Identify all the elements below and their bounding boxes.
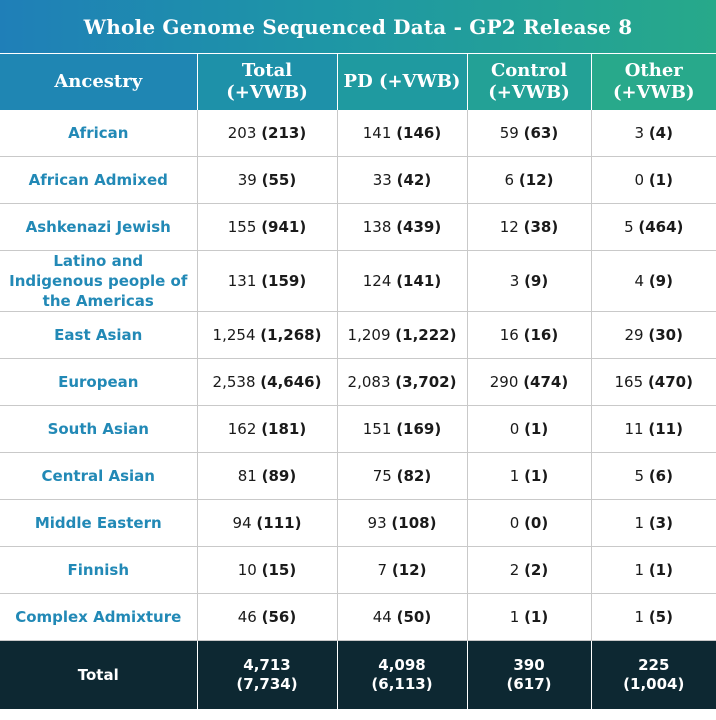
ancestry-label: European [0, 359, 197, 406]
table-row [0, 500, 716, 547]
vwb-count-value: (30) [648, 326, 683, 344]
count-value: 155 [227, 218, 257, 236]
count-cell [337, 110, 467, 157]
count-cell [591, 500, 716, 547]
vwb-count-value: (82) [396, 467, 432, 485]
count-cell [337, 312, 467, 359]
header-control: Control (+VWB) [467, 54, 591, 110]
count-cell [467, 110, 591, 157]
ancestry-label: Ashkenazi Jewish [0, 204, 197, 251]
table-row [0, 594, 716, 641]
total-vwb-value: (1,004) [623, 675, 685, 693]
count-cell [591, 110, 716, 157]
count-cell [337, 406, 467, 453]
total-row [0, 641, 716, 710]
total-value: 4,098 [378, 656, 426, 674]
count-value: 162 [227, 420, 257, 438]
count-cell [467, 204, 591, 251]
vwb-count-value: (1) [524, 608, 549, 626]
count-cell [467, 500, 591, 547]
vwb-count-value: (181) [261, 420, 307, 438]
ancestry-table [0, 54, 716, 709]
count-value: 5 [634, 467, 645, 485]
count-value: 151 [362, 420, 392, 438]
count-cell [591, 312, 716, 359]
count-value: 141 [362, 124, 392, 142]
vwb-count-value: (159) [261, 272, 307, 290]
count-cell [197, 251, 337, 312]
count-cell [591, 406, 716, 453]
count-cell [467, 594, 591, 641]
ancestry-label: South Asian [0, 406, 197, 453]
count-value: 1 [634, 514, 645, 532]
vwb-count-value: (1,222) [395, 326, 457, 344]
vwb-count-value: (141) [396, 272, 442, 290]
count-cell [197, 500, 337, 547]
count-value: 44 [372, 608, 392, 626]
total-value: 4,713 [243, 656, 291, 674]
count-cell [337, 157, 467, 204]
vwb-count-value: (1) [524, 467, 549, 485]
vwb-count-value: (108) [391, 514, 437, 532]
vwb-count-value: (0) [524, 514, 549, 532]
vwb-count-value: (42) [396, 171, 432, 189]
vwb-count-value: (439) [396, 218, 442, 236]
vwb-count-value: (56) [261, 608, 297, 626]
count-value: 0 [509, 514, 520, 532]
count-value: 1 [634, 561, 645, 579]
count-cell [467, 453, 591, 500]
count-value: 6 [504, 171, 515, 189]
count-cell [337, 594, 467, 641]
ancestry-label: East Asian [0, 312, 197, 359]
vwb-count-value: (6) [648, 467, 673, 485]
total-vwb-value: (617) [506, 675, 552, 693]
vwb-count-value: (169) [396, 420, 442, 438]
vwb-count-value: (3) [648, 514, 673, 532]
count-value: 16 [499, 326, 519, 344]
count-value: 131 [227, 272, 257, 290]
count-value: 59 [499, 124, 519, 142]
total-cell [197, 641, 337, 710]
count-cell [591, 359, 716, 406]
count-cell [591, 157, 716, 204]
vwb-count-value: (15) [261, 561, 297, 579]
table-row [0, 406, 716, 453]
count-value: 11 [624, 420, 644, 438]
table-row [0, 157, 716, 204]
count-cell [197, 594, 337, 641]
vwb-count-value: (470) [647, 373, 693, 391]
count-value: 7 [377, 561, 388, 579]
count-value: 4 [634, 272, 645, 290]
count-cell [197, 312, 337, 359]
vwb-count-value: (38) [523, 218, 559, 236]
total-vwb-value: (7,734) [236, 675, 298, 693]
vwb-count-value: (3,702) [395, 373, 457, 391]
vwb-count-value: (1) [524, 420, 549, 438]
vwb-count-value: (89) [261, 467, 297, 485]
count-value: 2 [509, 561, 520, 579]
vwb-count-value: (464) [638, 218, 684, 236]
vwb-count-value: (63) [523, 124, 559, 142]
count-value: 94 [232, 514, 252, 532]
count-cell [337, 547, 467, 594]
vwb-count-value: (55) [261, 171, 297, 189]
header-total: Total (+VWB) [197, 54, 337, 110]
count-value: 1 [509, 467, 520, 485]
count-value: 46 [237, 608, 257, 626]
count-cell [591, 204, 716, 251]
table-row [0, 251, 716, 312]
vwb-count-value: (146) [396, 124, 442, 142]
vwb-count-value: (11) [648, 420, 683, 438]
count-cell [197, 359, 337, 406]
vwb-count-value: (9) [648, 272, 673, 290]
total-vwb-value: (6,113) [371, 675, 433, 693]
table-row [0, 453, 716, 500]
header-row [0, 54, 716, 110]
vwb-count-value: (2) [524, 561, 549, 579]
header-other: Other (+VWB) [591, 54, 716, 110]
count-value: 1,254 [212, 326, 256, 344]
total-value: 390 [513, 656, 545, 674]
count-cell [467, 157, 591, 204]
count-value: 93 [367, 514, 387, 532]
count-cell [591, 547, 716, 594]
count-cell [467, 251, 591, 312]
total-cell [337, 641, 467, 710]
header-ancestry: Ancestry [0, 54, 197, 110]
vwb-count-value: (12) [391, 561, 427, 579]
count-value: 1 [509, 608, 520, 626]
count-value: 1 [634, 608, 645, 626]
vwb-count-value: (12) [518, 171, 554, 189]
count-value: 138 [362, 218, 392, 236]
total-cell [591, 641, 716, 710]
count-value: 2,538 [212, 373, 256, 391]
count-value: 290 [489, 373, 519, 391]
count-cell [337, 500, 467, 547]
vwb-count-value: (50) [396, 608, 432, 626]
vwb-count-value: (213) [261, 124, 307, 142]
count-cell [337, 453, 467, 500]
count-cell [591, 594, 716, 641]
count-value: 5 [624, 218, 634, 236]
count-value: 75 [372, 467, 392, 485]
count-cell [197, 453, 337, 500]
count-value: 3 [634, 124, 645, 142]
count-value: 2,083 [347, 373, 391, 391]
vwb-count-value: (111) [256, 514, 302, 532]
count-value: 81 [237, 467, 257, 485]
count-cell [337, 359, 467, 406]
count-value: 0 [509, 420, 520, 438]
count-value: 203 [227, 124, 257, 142]
vwb-count-value: (1) [648, 171, 673, 189]
count-value: 29 [624, 326, 644, 344]
ancestry-label: Middle Eastern [0, 500, 197, 547]
vwb-count-value: (4) [648, 124, 673, 142]
ancestry-label: Latino and Indigenous people of the Americas [0, 251, 197, 312]
count-cell [197, 110, 337, 157]
total-label: Total [0, 641, 197, 710]
vwb-count-value: (4,646) [260, 373, 322, 391]
table-row [0, 110, 716, 157]
count-value: 1,209 [347, 326, 391, 344]
table-row [0, 547, 716, 594]
ancestry-label: African Admixed [0, 157, 197, 204]
count-value: 0 [634, 171, 645, 189]
ancestry-label: Finnish [0, 547, 197, 594]
count-value: 10 [237, 561, 257, 579]
count-cell [197, 547, 337, 594]
count-cell [197, 406, 337, 453]
vwb-count-value: (1,268) [260, 326, 322, 344]
ancestry-label: African [0, 110, 197, 157]
ancestry-label: Complex Admixture [0, 594, 197, 641]
count-cell [337, 204, 467, 251]
count-cell [197, 204, 337, 251]
count-cell [337, 251, 467, 312]
vwb-count-value: (16) [523, 326, 559, 344]
count-value: 3 [509, 272, 520, 290]
count-value: 124 [362, 272, 392, 290]
count-cell [467, 547, 591, 594]
count-value: 165 [614, 373, 644, 391]
total-value: 225 [638, 656, 670, 674]
count-value: 39 [237, 171, 257, 189]
vwb-count-value: (1) [648, 561, 673, 579]
count-cell [197, 157, 337, 204]
count-value: 33 [372, 171, 392, 189]
header-pd: PD (+VWB) [337, 54, 467, 110]
table-row [0, 312, 716, 359]
count-cell [467, 406, 591, 453]
vwb-count-value: (941) [261, 218, 307, 236]
count-cell [591, 453, 716, 500]
vwb-count-value: (5) [648, 608, 673, 626]
count-cell [467, 359, 591, 406]
ancestry-label: Central Asian [0, 453, 197, 500]
count-cell [467, 312, 591, 359]
count-value: 12 [499, 218, 519, 236]
table-row [0, 359, 716, 406]
count-cell [591, 251, 716, 312]
table-row [0, 204, 716, 251]
vwb-count-value: (474) [523, 373, 569, 391]
total-cell [467, 641, 591, 710]
vwb-count-value: (9) [524, 272, 549, 290]
table-title: Whole Genome Sequenced Data - GP2 Release 8 [0, 0, 716, 54]
